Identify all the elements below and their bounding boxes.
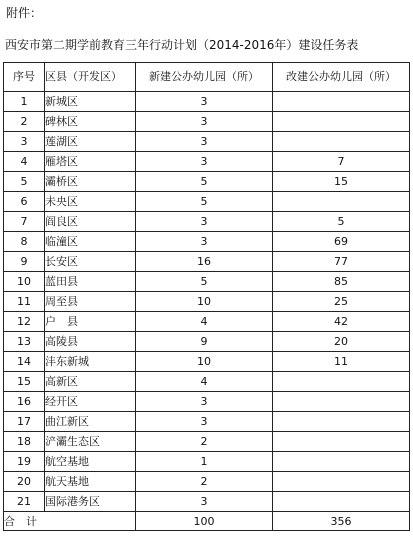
district-name: 新城区 — [45, 92, 136, 112]
attachment-label: 附件： — [6, 6, 43, 20]
total-new: 100 — [136, 512, 273, 531]
table-row — [4, 472, 410, 492]
table-row — [4, 92, 410, 112]
renovated-kindergarten-count — [273, 392, 410, 412]
row-number: 4 — [4, 152, 45, 172]
district-name: 周至县 — [45, 292, 136, 312]
new-kindergarten-count: 3 — [136, 232, 273, 252]
district-name: 航空基地 — [45, 452, 136, 472]
table-row — [4, 172, 410, 192]
renovated-kindergarten-count: 7 — [273, 152, 410, 172]
table-row — [4, 332, 410, 352]
new-kindergarten-count: 5 — [136, 192, 273, 212]
row-number: 21 — [4, 492, 45, 512]
table-row — [4, 412, 410, 432]
new-kindergarten-count: 3 — [136, 92, 273, 112]
table-row — [4, 372, 410, 392]
table-row — [4, 312, 410, 332]
row-number: 8 — [4, 232, 45, 252]
renovated-kindergarten-count — [273, 112, 410, 132]
new-kindergarten-count: 3 — [136, 392, 273, 412]
district-name: 临潼区 — [45, 232, 136, 252]
table-row — [4, 252, 410, 272]
row-number: 20 — [4, 472, 45, 492]
row-number: 18 — [4, 432, 45, 452]
district-name: 浐灞生态区 — [45, 432, 136, 452]
table-header-row — [4, 63, 410, 92]
renovated-kindergarten-count — [273, 132, 410, 152]
district-name: 莲湖区 — [45, 132, 136, 152]
header-no: 序号 — [4, 63, 45, 92]
table-row — [4, 132, 410, 152]
renovated-kindergarten-count: 77 — [273, 252, 410, 272]
new-kindergarten-count: 10 — [136, 292, 273, 312]
row-number: 1 — [4, 92, 45, 112]
district-name: 曲江新区 — [45, 412, 136, 432]
header-new-kindergartens: 新建公办幼儿园（所） — [136, 63, 273, 92]
table-row — [4, 212, 410, 232]
new-kindergarten-count: 9 — [136, 332, 273, 352]
renovated-kindergarten-count — [273, 432, 410, 452]
district-name: 灞桥区 — [45, 172, 136, 192]
row-number: 5 — [4, 172, 45, 192]
table-row — [4, 272, 410, 292]
new-kindergarten-count: 3 — [136, 492, 273, 512]
district-name: 沣东新城 — [45, 352, 136, 372]
row-number: 6 — [4, 192, 45, 212]
total-label: 合 计 — [4, 512, 136, 531]
table-row — [4, 352, 410, 372]
new-kindergarten-count: 16 — [136, 252, 273, 272]
district-name: 蓝田县 — [45, 272, 136, 292]
new-kindergarten-count: 2 — [136, 432, 273, 452]
new-kindergarten-count: 3 — [136, 112, 273, 132]
renovated-kindergarten-count — [273, 492, 410, 512]
header-district: 区县（开发区） — [45, 63, 136, 92]
table-row — [4, 492, 410, 512]
new-kindergarten-count: 1 — [136, 452, 273, 472]
new-kindergarten-count: 3 — [136, 132, 273, 152]
table-row — [4, 192, 410, 212]
table-row — [4, 232, 410, 252]
table-row — [4, 292, 410, 312]
new-kindergarten-count: 3 — [136, 412, 273, 432]
new-kindergarten-count: 4 — [136, 372, 273, 392]
district-name: 雁塔区 — [45, 152, 136, 172]
row-number: 2 — [4, 112, 45, 132]
new-kindergarten-count: 4 — [136, 312, 273, 332]
construction-task-table — [3, 62, 410, 531]
district-name: 高陵县 — [45, 332, 136, 352]
row-number: 7 — [4, 212, 45, 232]
renovated-kindergarten-count: 5 — [273, 212, 410, 232]
row-number: 10 — [4, 272, 45, 292]
document-title: 西安市第二期学前教育三年行动计划（2014-2016年）建设任务表 — [5, 38, 359, 52]
header-renovated-kindergartens: 改建公办幼儿园（所） — [273, 63, 410, 92]
table-row — [4, 432, 410, 452]
row-number: 12 — [4, 312, 45, 332]
district-name: 高新区 — [45, 372, 136, 392]
renovated-kindergarten-count — [273, 92, 410, 112]
renovated-kindergarten-count: 15 — [273, 172, 410, 192]
district-name: 经开区 — [45, 392, 136, 412]
district-name: 碑林区 — [45, 112, 136, 132]
renovated-kindergarten-count — [273, 192, 410, 212]
row-number: 16 — [4, 392, 45, 412]
new-kindergarten-count: 10 — [136, 352, 273, 372]
table-body — [4, 92, 410, 512]
new-kindergarten-count: 3 — [136, 212, 273, 232]
district-name: 航天基地 — [45, 472, 136, 492]
table-row — [4, 452, 410, 472]
renovated-kindergarten-count: 20 — [273, 332, 410, 352]
renovated-kindergarten-count: 11 — [273, 352, 410, 372]
district-name: 户 县 — [45, 312, 136, 332]
table-row — [4, 392, 410, 412]
row-number: 19 — [4, 452, 45, 472]
new-kindergarten-count: 5 — [136, 172, 273, 192]
new-kindergarten-count: 2 — [136, 472, 273, 492]
renovated-kindergarten-count: 42 — [273, 312, 410, 332]
renovated-kindergarten-count: 25 — [273, 292, 410, 312]
district-name: 长安区 — [45, 252, 136, 272]
row-number: 11 — [4, 292, 45, 312]
district-name: 国际港务区 — [45, 492, 136, 512]
row-number: 17 — [4, 412, 45, 432]
table-row — [4, 152, 410, 172]
row-number: 9 — [4, 252, 45, 272]
renovated-kindergarten-count: 69 — [273, 232, 410, 252]
renovated-kindergarten-count: 85 — [273, 272, 410, 292]
renovated-kindergarten-count — [273, 372, 410, 392]
district-name: 阎良区 — [45, 212, 136, 232]
renovated-kindergarten-count — [273, 452, 410, 472]
renovated-kindergarten-count — [273, 412, 410, 432]
new-kindergarten-count: 5 — [136, 272, 273, 292]
row-number: 13 — [4, 332, 45, 352]
row-number: 15 — [4, 372, 45, 392]
renovated-kindergarten-count — [273, 472, 410, 492]
district-name: 未央区 — [45, 192, 136, 212]
row-number: 3 — [4, 132, 45, 152]
new-kindergarten-count: 3 — [136, 152, 273, 172]
total-row — [4, 512, 410, 531]
table-row — [4, 112, 410, 132]
row-number: 14 — [4, 352, 45, 372]
total-renovate: 356 — [273, 512, 410, 531]
